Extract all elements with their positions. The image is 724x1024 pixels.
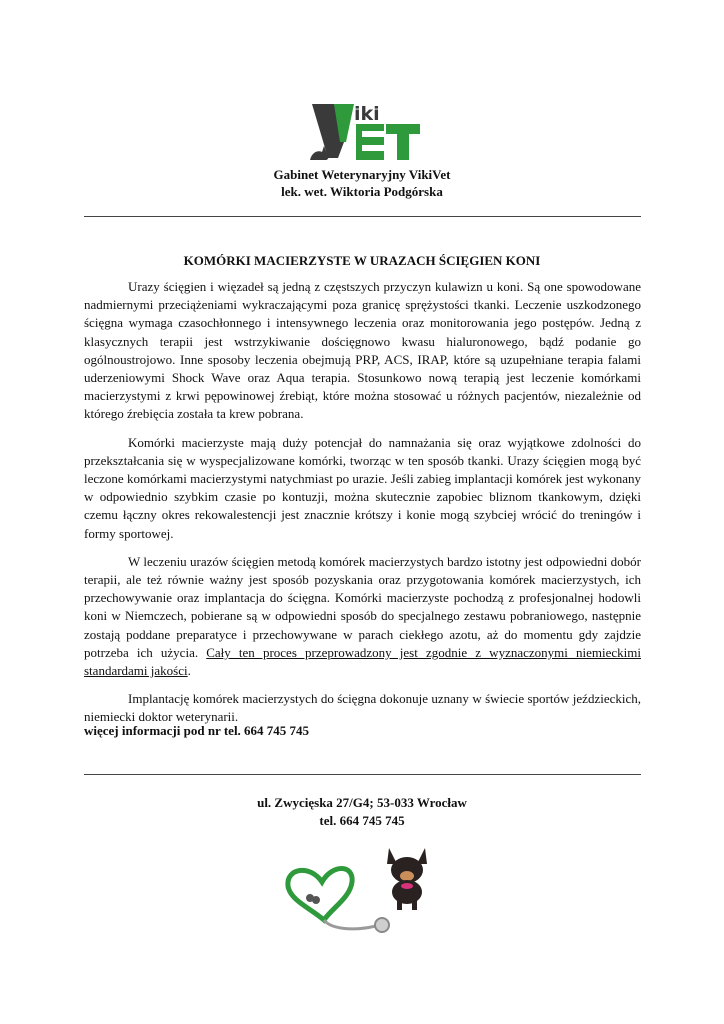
paragraph-1: Urazy ścięgien i więzadeł są jedną z częstszych przyczyn kulawizn u koni. Są one spowodowane nadmiernymi przeciążeniami wykraczającymi poza granicę sprężystości tkanki. Leczenie uszkodzonego ścięgna wymaga czasochłonnego i intensywnego leczenia oraz monitorowania jego postępów. Jedną z klasycznych terapii jest wstrzykiwanie dościęgnowo kwasu hialuronowego, bądź podanie go ogólnoustrojowo. Inne sposoby leczenia obejmują PRP, ACS, IRAP, które są uzupełniane terapia falami uderzeniowymi Shock Wave oraz Aqua terapia. Stosunkowo nową terapią jest leczenie komórkami macierzystymi z krwi pępowinowej źrebiąt, które można stosować u różnych pacjentów, niezależnie od którego źrebięcia została ta krew pobrana. <box>84 279 641 422</box>
bottom-divider <box>84 774 641 775</box>
clinic-name: Gabinet Weterynaryjny VikiVet <box>273 167 451 182</box>
more-info: więcej informacji pod nr tel. 664 745 745 <box>84 723 310 738</box>
paragraph-3 <box>84 553 641 680</box>
paragraph-4: Implantację komórek macierzystych do ścięgna dokonuje uznany w świecie sportów jeździeckich, niemiecki doktor weterynarii. <box>84 691 641 725</box>
paragraph-3-end: . <box>187 663 191 679</box>
chihuahua-photo <box>377 842 437 912</box>
article-body <box>84 278 641 737</box>
article-title: KOMÓRKI MACIERZYSTE W URAZACH ŚCIĘGIEN KONI <box>183 253 541 268</box>
address: ul. Zwycięska 27/G4; 53-033 Wrocław <box>257 795 467 810</box>
quality-standards-underlined: Cały ten proces przeprowadzony jest zgodnie z wyznaczonymi niemieckimi standardami jakości <box>84 644 641 679</box>
paragraph-2: Komórki macierzyste mają duży potencjał do namnażania się oraz wyjątkowe zdolności do przekształcania się w wyspecjalizowane komórki, tworząc w ten sposób tkanki. Urazy ścięgien mogą być leczone komórkami macierzystymi natychmiast po urazie. Jeśli zabieg implantacji komórek jest wykonany w odpowiednio szybkim czasie po kontuzji, można skutecznie zapobiec bliznom tkankowym, dzięki czemu łączny okres rekowalestencji jest znacznie krótszy i konie mogą szybciej wrócić do treningów i formy sportowej. <box>84 434 641 541</box>
paragraph-3-text: W leczeniu urazów ścięgien metodą komórek macierzystych bardzo istotny jest odpowiedni dobór terapii, ale też równie ważny jest sposób pozyskania oraz przygotowania komórek macierzystych, ich przechowywanie oraz implantacja do ścięgna. Komórki macierzyste pochodzą z profesjonalnej hodowli koni w Niemczech, pobierane są w odpowiedni sposób do specjalnego zestawu pobraniowego, następnie zostają poddane preparatyce i przechowywane w parach ciekłego azotu, aż do momentu gdy zajdzie potrzeba ich użycia. <box>84 553 641 660</box>
phone: tel. 664 745 745 <box>319 813 405 828</box>
vikivet-logo <box>308 98 422 166</box>
doctor-name: lek. wet. Wiktoria Podgórska <box>281 184 443 199</box>
top-divider <box>84 216 641 217</box>
logo-text-top: iki <box>354 103 380 125</box>
